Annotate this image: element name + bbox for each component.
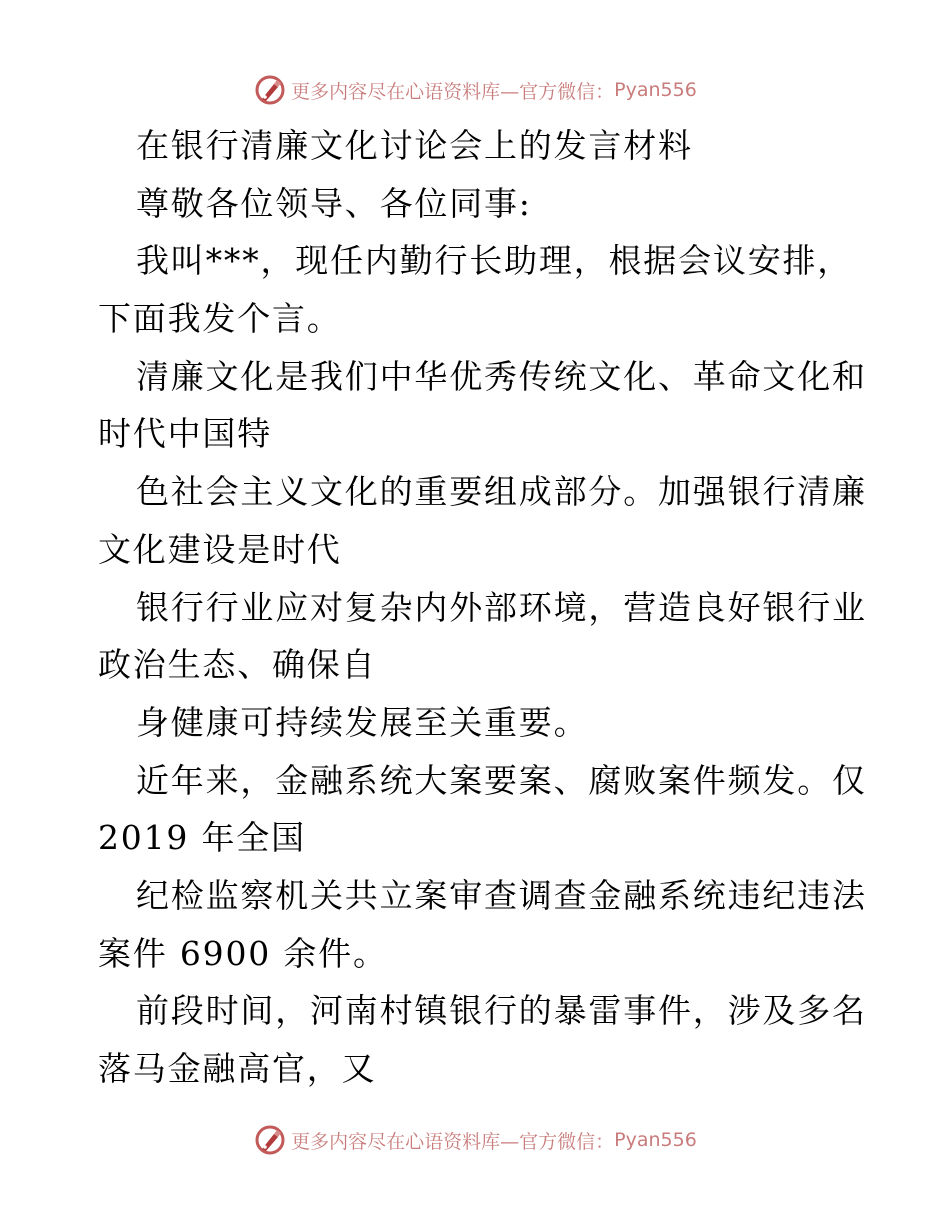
text-line: 前段时间，河南村镇银行的暴雷事件，涉及多名 — [136, 991, 867, 1031]
watermark-wechat-id: Pyan556 — [614, 1129, 697, 1151]
watermark-text: 更多内容尽在心语资料库—官方微信： — [291, 1130, 615, 1153]
text-line: 落马金融高官，又 — [98, 1049, 377, 1088]
footer-watermark — [0, 1120, 950, 1160]
text-line: 近年来，金融系统大案要案、腐败案件频发。仅 — [136, 760, 867, 800]
watermark-wechat-id: Pyan556 — [614, 79, 697, 101]
text-line: 2019 年全国 — [98, 818, 306, 858]
text-line: 下面我发个言。 — [98, 299, 342, 339]
watermark-text: 更多内容尽在心语资料库—官方微信： — [291, 80, 615, 103]
text-line: 银行行业应对复杂内外部环境，营造良好银行业 — [136, 587, 867, 627]
header-watermark — [0, 70, 950, 110]
text-line: 清廉文化是我们中华优秀传统文化、革命文化和 — [136, 356, 867, 396]
text-line: 案件 6900 余件。 — [98, 933, 388, 973]
pen-logo-icon — [253, 1123, 287, 1157]
text-line: 时代中国特 — [98, 414, 272, 454]
text-line: 纪检监察机关共立案审查调查金融系统违纪违法 — [136, 875, 867, 915]
text-line: 色社会主义文化的重要组成部分。加强银行清廉 — [136, 472, 867, 512]
pen-logo-icon — [253, 73, 287, 107]
text-line: 尊敬各位领导、各位同事: — [136, 183, 532, 223]
document-body — [98, 117, 867, 1098]
text-line: 我叫***，现任内勤行长助理，根据会议安排， — [136, 241, 853, 281]
text-line: 政治生态、确保自 — [98, 645, 377, 685]
text-line: 文化建设是时代 — [98, 529, 342, 569]
text-line: 在银行清廉文化讨论会上的发言材料 — [136, 126, 693, 165]
text-line: 身健康可持续发展至关重要。 — [136, 702, 589, 742]
